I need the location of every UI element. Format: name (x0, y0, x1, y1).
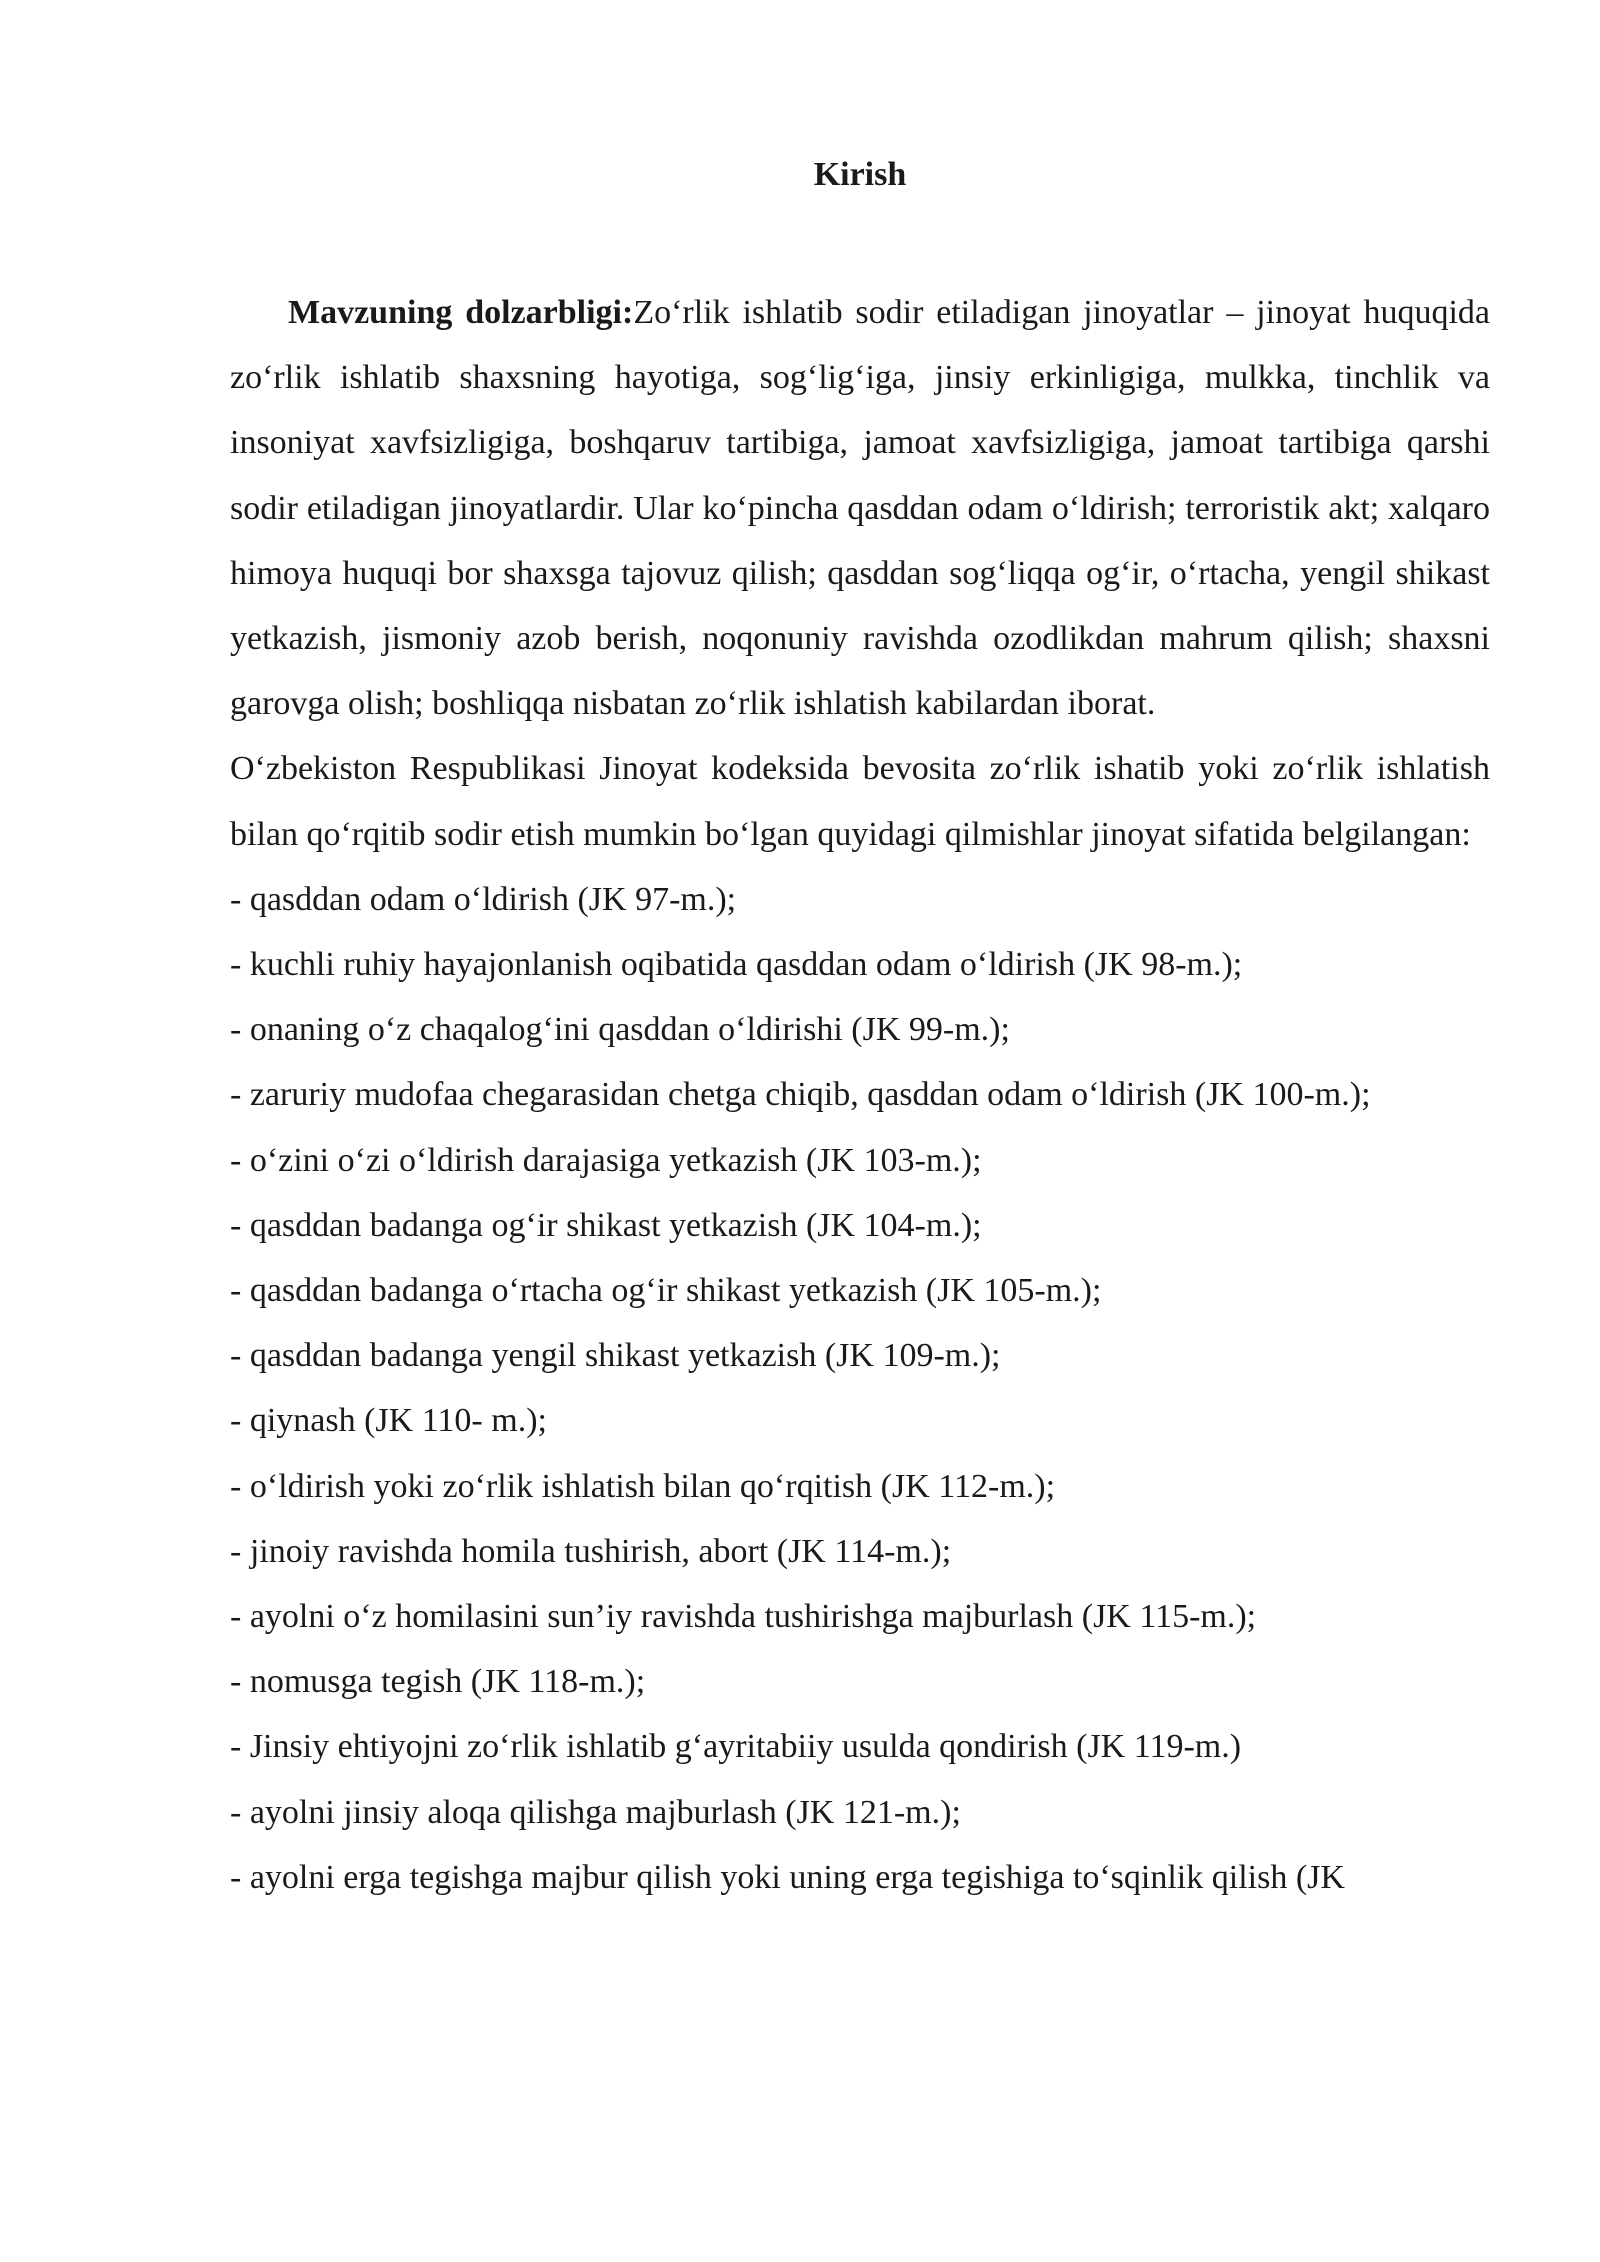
list-item: - nomusga tegish (JK 118-m.); (230, 1663, 646, 1701)
list-item: - o‘ldirish yoki zo‘rlik ishlatish bilan qo‘rqitish (JK 112-m.); (230, 1467, 1056, 1505)
intro-lead: Mavzuning dolzarbligi: (288, 294, 634, 331)
list-item: - Jinsiy ehtiyojni zo‘rlik ishlatib g‘ayritabiiy usulda qondirish (JK 119-m.) (230, 1728, 1242, 1766)
list-item: - qasddan badanga yengil shikast yetkazish (JK 109-m.); (230, 1337, 1001, 1375)
list-item: - jinoiy ravishda homila tushirish, abort (JK 114-m.); (230, 1532, 952, 1570)
intro-paragraph (230, 280, 1490, 736)
list-item: - o‘zini o‘zi o‘ldirish darajasiga yetkazish (JK 103-m.); (230, 1141, 982, 1179)
list-item: - qasddan badanga o‘rtacha og‘ir shikast yetkazish (JK 105-m.); (230, 1272, 1102, 1310)
list-item: - zaruriy mudofaa chegarasidan chetga chiqib, qasddan odam o‘ldirish (JK 100-m.); (230, 1076, 1371, 1114)
list-item: - qiynash (JK 110- m.); (230, 1402, 547, 1440)
second-paragraph: O‘zbekiston Respublikasi Jinoyat kodeksida bevosita zo‘rlik ishatib yoki zo‘rlik ishlatish bilan qo‘rqitib sodir etish mumkin bo‘lgan quyidagi qilmishlar jinoyat sifatida belgilangan: (230, 750, 1490, 853)
crime-list (230, 867, 1490, 1910)
list-item: - qasddan badanga og‘ir shikast yetkazish (JK 104-m.); (230, 1206, 982, 1244)
list-item: - ayolni erga tegishga majbur qilish yoki uning erga tegishiga to‘sqinlik qilish (JK (230, 1858, 1345, 1896)
document-content (230, 150, 1490, 1910)
list-item: - kuchli ruhiy hayajonlanish oqibatida qasddan odam o‘ldirish (JK 98-m.); (230, 946, 1243, 984)
list-item: - onaning o‘z chaqalog‘ini qasddan o‘ldirishi (JK 99-m.); (230, 1011, 1010, 1049)
list-item: - qasddan odam o‘ldirish (JK 97-m.); (230, 880, 737, 918)
list-item: - ayolni jinsiy aloqa qilishga majburlash (JK 121-m.); (230, 1793, 961, 1831)
list-item: - ayolni o‘z homilasini sun’iy ravishda tushirishga majburlash (JK 115-m.); (230, 1598, 1257, 1636)
page-title: Kirish (813, 156, 907, 193)
intro-text: Zo‘rlik ishlatib sodir etiladigan jinoyatlar – jinoyat huquqida zo‘rlik ishlatib shaxsning hayotiga, sog‘lig‘iga, jinsiy erkinligiga, mulkka, tinchlik va insoniyat xavfsizligiga, boshqaruv tartibiga, jamoat xavfsizligiga, jamoat tartibiga qarshi sodir etiladigan jinoyatlardir. Ular ko‘pincha qasddan odam o‘ldirish; terroristik akt; xalqaro himoya huquqi bor shaxsga tajovuz qilish; qasddan sog‘liqqa og‘ir, o‘rtacha, yengil shikast yetkazish, jismoniy azob berish, noqonuniy ravishda ozodlikdan mahrum qilish; shaxsni garovga olish; boshliqqa nisbatan zo‘rlik ishlatish kabilardan iborat. (230, 294, 1490, 723)
